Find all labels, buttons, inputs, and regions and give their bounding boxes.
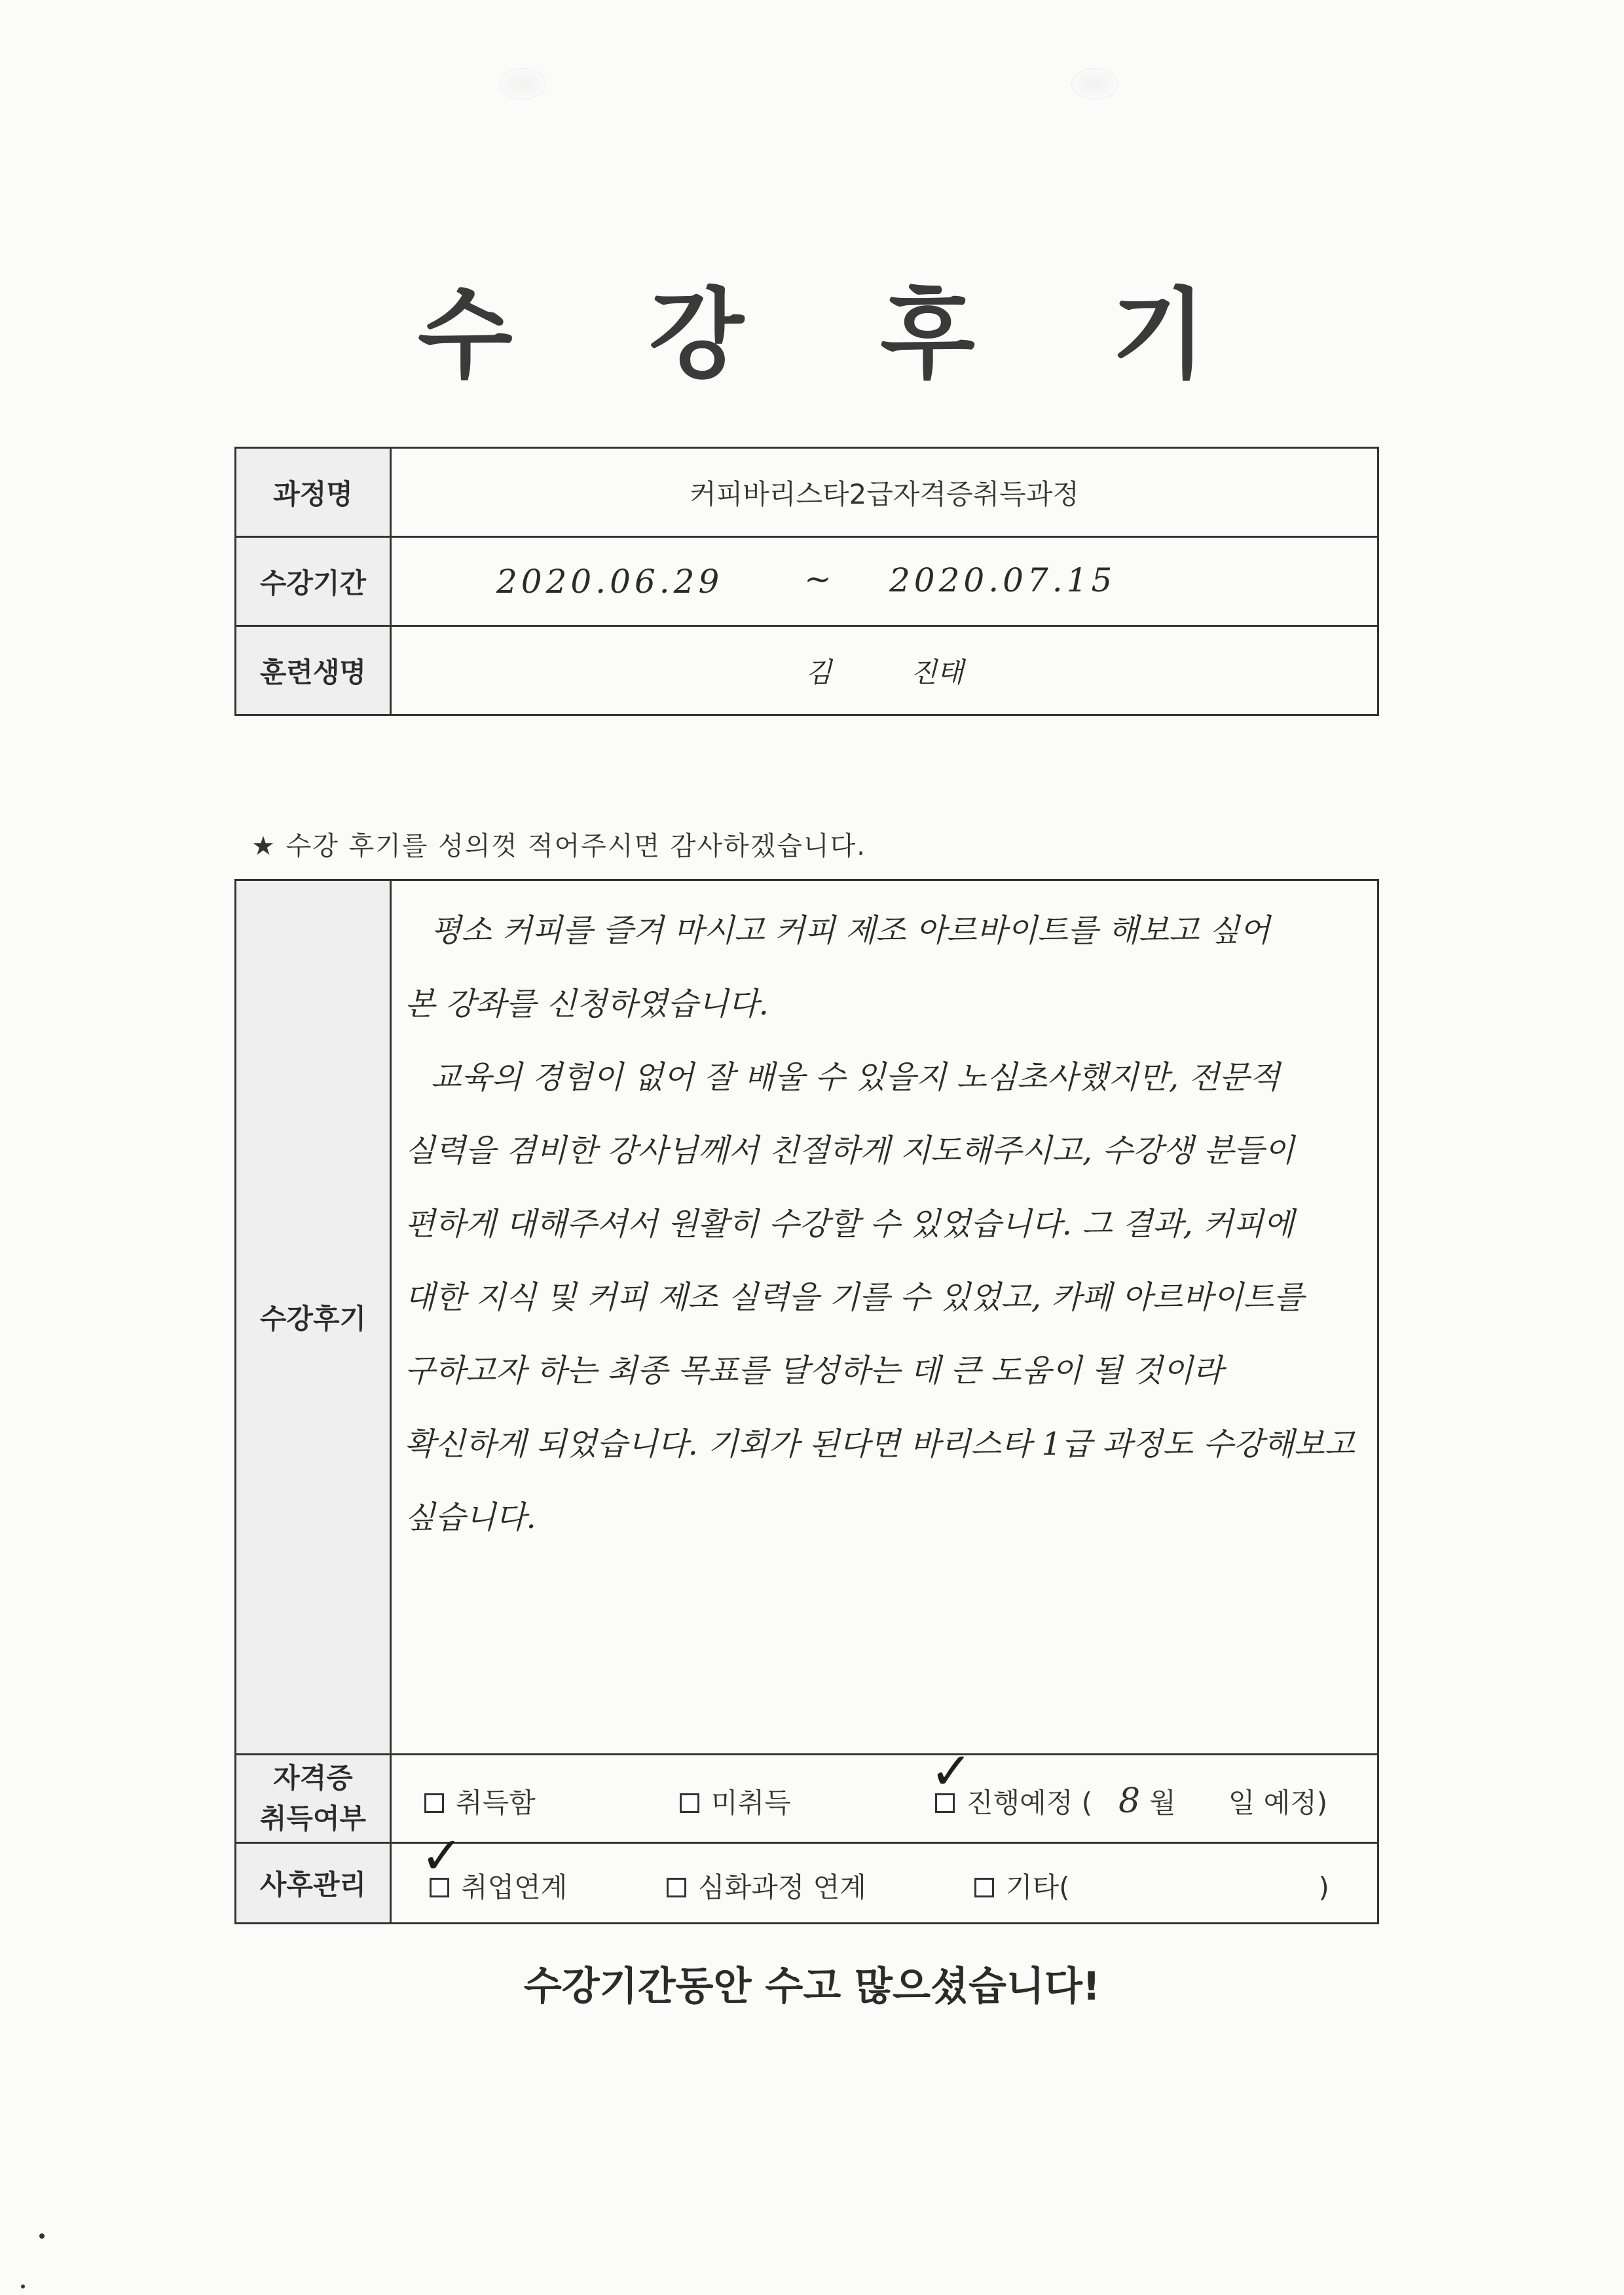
checkbox-advanced-course[interactable]	[667, 1878, 686, 1897]
review-text-area	[391, 880, 1378, 1755]
punch-hole-left	[499, 68, 546, 100]
closing-message: 수강기간동안 수고 많으셨습니다!	[523, 1964, 1101, 2009]
option-not-acquired-label: 미취득	[711, 1787, 791, 1819]
checkbox-acquired[interactable]	[424, 1793, 444, 1813]
option-other-label: 기타(	[1006, 1871, 1070, 1903]
trainee-label: 훈련생명	[236, 626, 391, 715]
checkbox-other[interactable]	[974, 1878, 994, 1897]
certificate-label	[236, 1755, 391, 1843]
after-care-label: 사후관리	[236, 1843, 391, 1924]
option-not-acquired[interactable]	[680, 1782, 791, 1821]
document-title: 수 강 후 기	[417, 278, 1258, 392]
option-other[interactable]	[974, 1866, 1329, 1905]
option-in-progress[interactable]	[935, 1782, 1327, 1821]
trainee-given-name: 진태	[910, 656, 964, 688]
review-table	[234, 879, 1379, 1924]
scan-speck	[39, 2233, 45, 2239]
option-acquired[interactable]	[424, 1782, 536, 1821]
trainee-surname: 김	[805, 656, 832, 688]
review-line: 본 강좌를 신청하였습니다.	[405, 986, 769, 1022]
period-end: 2020.07.15	[889, 561, 1116, 599]
review-line: 대한 지식 및 커피 제조 실력을 기를 수 있었고, 카페 아르바이트를	[405, 1279, 1304, 1316]
period-value	[391, 537, 1378, 626]
notice-text: ★ 수강 후기를 성의껏 적어주시면 감사하겠습니다.	[251, 831, 866, 861]
review-line: 실력을 겸비한 강사님께서 친절하게 지도해주시고, 수강생 분들이	[405, 1132, 1295, 1169]
review-line: 편하게 대해주셔서 원활히 수강할 수 있었습니다. 그 결과, 커피에	[405, 1206, 1295, 1242]
option-other-close: )	[1318, 1871, 1329, 1903]
option-advanced-course-label: 심화과정 연계	[698, 1871, 866, 1903]
punch-hole-right	[1071, 68, 1118, 100]
certificate-label-line2: 취득여부	[259, 1802, 367, 1835]
day-suffix: 일 예정)	[1228, 1787, 1328, 1819]
review-line: 구하고자 하는 최종 목표를 달성하는 데 큰 도움이 될 것이라	[405, 1353, 1224, 1389]
period-label: 수강기간	[236, 537, 391, 626]
period-start: 2020.06.29	[496, 563, 724, 601]
review-line: 싶습니다.	[405, 1499, 536, 1536]
option-acquired-label: 취득함	[456, 1787, 536, 1819]
check-mark-icon: ✓	[420, 1827, 464, 1886]
review-line: 교육의 경험이 없어 잘 배울 수 있을지 노심초사했지만, 전문적	[431, 1059, 1280, 1096]
review-line: 평소 커피를 즐겨 마시고 커피 제조 아르바이트를 해보고 싶어	[431, 912, 1270, 949]
certificate-label-line1: 자격증	[273, 1762, 353, 1794]
review-label: 수강후기	[236, 880, 391, 1755]
trainee-name	[391, 626, 1378, 715]
check-mark-icon: ✓	[930, 1742, 973, 1801]
period-separator: ~	[804, 560, 832, 598]
certificate-options	[391, 1742, 1378, 1843]
after-care-options	[391, 1827, 1378, 1924]
option-advanced-course[interactable]	[667, 1866, 866, 1905]
option-job-link-label: 취업연계	[461, 1871, 568, 1903]
course-name-label: 과정명	[236, 448, 391, 537]
review-line: 확신하게 되었습니다. 기회가 된다면 바리스타 1급 과정도 수강해보고	[405, 1426, 1355, 1463]
course-info-table	[234, 447, 1379, 716]
expected-month-value: 8	[1118, 1782, 1141, 1821]
scan-speck	[21, 2285, 25, 2288]
option-in-progress-label: 진행예정 (	[967, 1787, 1093, 1819]
month-suffix: 월	[1149, 1787, 1176, 1819]
course-name-value: 커피바리스타2급자격증취득과정	[391, 448, 1378, 537]
checkbox-not-acquired[interactable]	[680, 1793, 699, 1813]
